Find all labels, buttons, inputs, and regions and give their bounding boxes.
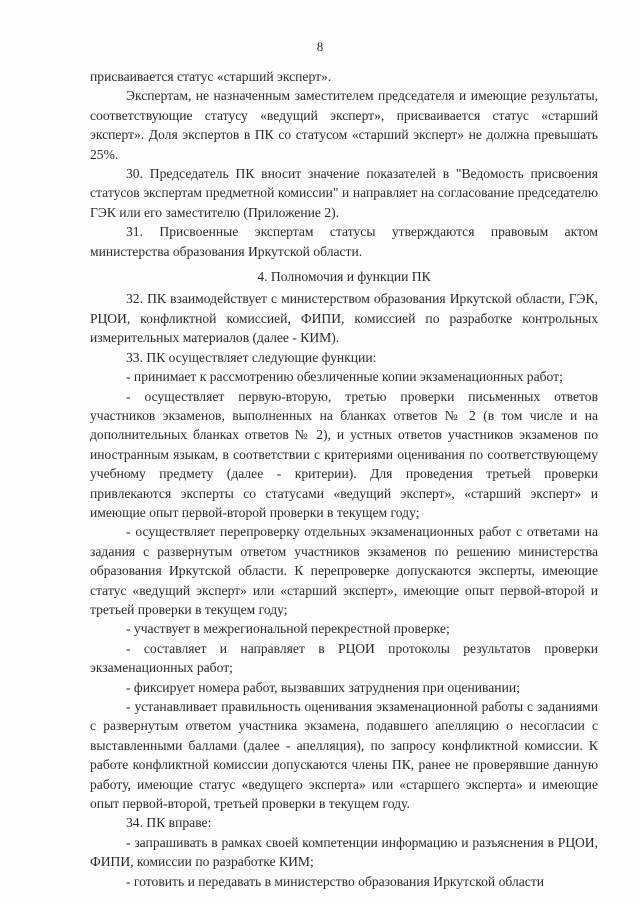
paragraph: 31. Присвоенные экспертам статусы утверждаются правовым актом министерства образования Иркутской области. bbox=[90, 224, 598, 259]
document-body bbox=[90, 67, 598, 891]
paragraph: - готовить и передавать в министерство образования Иркутской области bbox=[126, 873, 545, 889]
page-number: 8 bbox=[316, 39, 324, 54]
paragraph: - устанавливает правильность оценивания экзаменационной работы с заданиями с развернутым ответом участника экзамена, подавшего апелляцию о несогласии с выставленными баллами (далее - апелляция), по запросу конфликтной комиссии. К работе конфликтной комиссии допускаются члены ПК, ранее не проверявшие данную работу, имеющие статус «ведущего эксперта» или «старшего эксперта» и имеющие опыт первой-второй, третьей проверки в текущем году. bbox=[90, 699, 598, 812]
paragraph: 30. Председатель ПК вносит значение показателей в "Ведомость присвоения статусов экспертам предметной комиссии" и направляет на согласование председателю ГЭК или его заместителю (Приложение 2). bbox=[90, 166, 598, 220]
paragraph: - фиксирует номера работ, вызвавших затруднения при оценивании; bbox=[126, 679, 520, 695]
paragraph: - осуществляет первую-вторую, третью проверки письменных ответов участников экзаменов, выполненных на бланках ответов № 2 (в том числе и на дополнительных бланках ответов № 2), и устных ответов участников экзаменов по иностранным языкам, в соответствии с критериями оценивания по соответствующему учебному предмету (далее - критерии). Для проведения третьей проверки привлекаются эксперты со статусами «ведущий эксперт», «старший эксперт» и имеющие опыт первой-второй проверки в текущем году; bbox=[90, 388, 598, 520]
paragraph: присваивается статус «старший эксперт». bbox=[90, 69, 332, 84]
paragraph: - участвует в межрегиональной перекрестной проверке; bbox=[126, 621, 450, 637]
paragraph: - запрашивать в рамках своей компетенции информацию и разъяснения в РЦОИ, ФИПИ, комиссии по разработке КИМ; bbox=[90, 834, 598, 870]
paragraphs-block-2 bbox=[90, 289, 598, 891]
section-heading: 4. Полномочия и функции ПК bbox=[257, 269, 431, 285]
paragraph: - осуществляет перепроверку отдельных экзаменационных работ с ответами на задания с развернутым ответом участников экзаменов по решению министерства образования Иркутской области. К перепроверке допускаются эксперты, имеющие статус «ведущий эксперт» или «старший эксперт», имеющие опыт первой-второй и третьей проверки в текущем году; bbox=[90, 524, 598, 617]
paragraph: 34. ПК вправе: bbox=[126, 815, 212, 831]
paragraph: - принимает к рассмотрению обезличенные копии экзаменационных работ; bbox=[126, 369, 563, 385]
paragraph: - составляет и направляет в РЦОИ протоколы результатов проверки экзаменационных работ; bbox=[90, 640, 598, 676]
paragraphs-block-1 bbox=[90, 67, 598, 261]
paragraph: 33. ПК осуществляет следующие функции: bbox=[126, 349, 377, 365]
paragraph: Экспертам, не назначенным заместителем председателя и имеющие результаты, соответствующие статусу «ведущий эксперт», присваивается статус «старший эксперт». Доля экспертов в ПК со статусом «старший эксперт» не должна превышать 25%. bbox=[90, 88, 598, 162]
paragraph: 32. ПК взаимодействует с министерством образования Иркутской области, ГЭК, РЦОИ, конфликтной комиссией, ФИПИ, комиссией по разработке контрольных измерительных материалов (далее - КИМ). bbox=[90, 291, 598, 346]
